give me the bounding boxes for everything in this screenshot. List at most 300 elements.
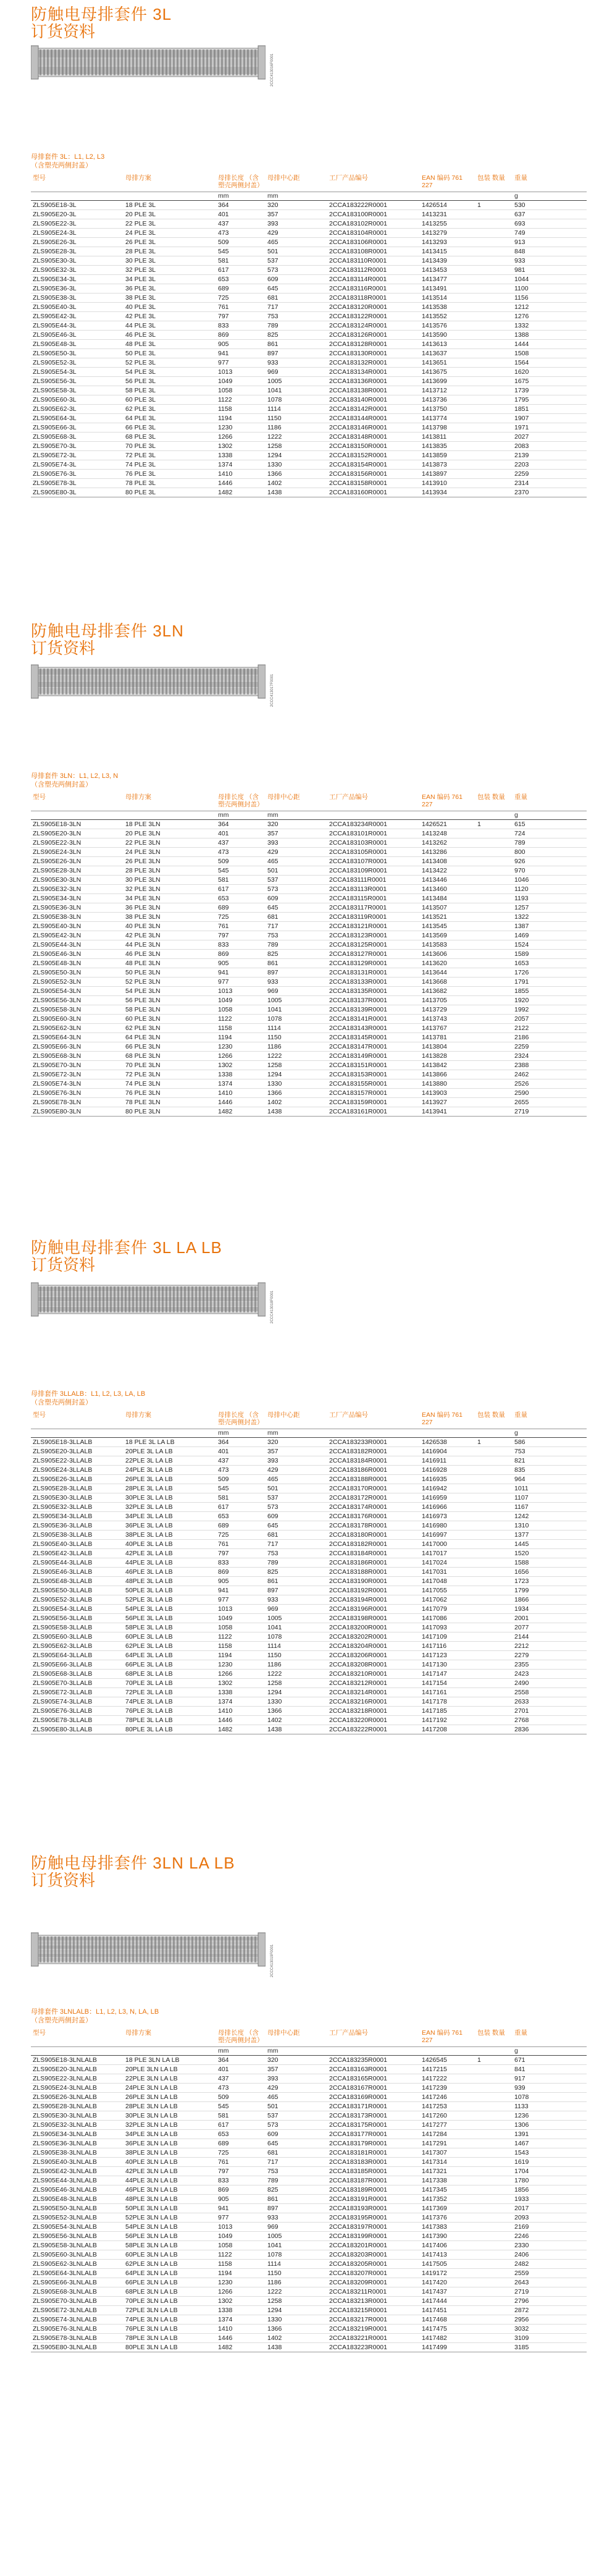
table-cell: 1049 <box>218 2232 233 2240</box>
table-cell: 1266 <box>218 1670 233 1678</box>
table-cell: 1413248 <box>422 830 447 837</box>
table-row <box>31 838 587 848</box>
table-cell <box>475 1484 513 1493</box>
table-cell: 617 <box>218 1503 229 1511</box>
table-cell: 1413521 <box>422 913 447 921</box>
table-cell: ZLS905E72-3LNLALB <box>33 2307 97 2314</box>
table-cell: 1100 <box>514 285 529 292</box>
table-cell: 1222 <box>267 433 282 441</box>
table-cell: 50 PLE 3LN <box>125 969 161 976</box>
table-cell <box>475 959 513 968</box>
table-cell: 2482 <box>514 2260 529 2268</box>
table-cell: 2CCA183195R0001 <box>329 2214 387 2221</box>
section-title: 防触电母排套件 3LN <box>31 622 184 640</box>
table-row <box>31 442 587 451</box>
table-cell <box>475 2306 513 2315</box>
table-row <box>31 1670 587 1679</box>
table-cell <box>475 1586 513 1595</box>
table-cell <box>475 433 513 442</box>
table-cell: 2CCA183107R0001 <box>329 858 387 865</box>
table-cell: 1413422 <box>422 867 447 874</box>
table-row <box>31 2111 587 2121</box>
table-cell <box>475 1623 513 1632</box>
table-cell: 905 <box>218 960 229 967</box>
column-header-center: 母排中心距 <box>267 174 300 182</box>
table-cell: ZLS905E48-3LNLALB <box>33 2195 97 2203</box>
table-cell: 2590 <box>514 1089 529 1097</box>
table-cell <box>475 460 513 470</box>
table-cell: 1005 <box>267 378 282 385</box>
table-row <box>31 959 587 968</box>
unit-empty <box>327 192 420 201</box>
table-cell: 1258 <box>267 1679 282 1687</box>
busbar-image <box>31 662 266 702</box>
table-cell: 72 PLE 3LN <box>125 1071 161 1078</box>
table-row <box>31 1024 587 1033</box>
table-cell: 2CCA183182R0001 <box>329 1540 387 1548</box>
table-row <box>31 1697 587 1707</box>
table-cell: 1417468 <box>422 2316 447 2323</box>
table-cell: ZLS905E44-3L <box>33 322 77 329</box>
table-cell: 2CCA183114R0001 <box>329 276 387 283</box>
table-cell: 753 <box>267 932 279 939</box>
table-cell: ZLS905E76-3LLALB <box>33 1707 93 1715</box>
table-cell: 52PLE 3L LA LB <box>125 1596 173 1603</box>
table-cell: 581 <box>218 257 229 264</box>
table-cell: 2CCA183111R0001 <box>329 876 387 884</box>
table-cell: 2CCA183209R0001 <box>329 2279 387 2286</box>
table-cell: 58 PLE 3LN <box>125 1006 161 1013</box>
table-cell: 573 <box>267 1503 279 1511</box>
table-cell: 1482 <box>218 489 233 496</box>
unit-empty <box>327 2047 420 2056</box>
table-cell: ZLS905E24-3LNLALB <box>33 2084 97 2092</box>
table-cell: 681 <box>267 2149 279 2156</box>
table-cell: 1377 <box>514 1531 529 1539</box>
table-cell: 1438 <box>267 1108 282 1115</box>
table-cell: 1158 <box>218 1642 232 1650</box>
table-cell: 1426545 <box>422 2056 447 2064</box>
table-cell: 2CCA183100R0001 <box>329 211 387 218</box>
table-cell: 969 <box>267 368 279 376</box>
table-cell: 1114 <box>267 1024 281 1032</box>
table-cell: 465 <box>267 1476 279 1483</box>
table-row <box>31 2195 587 2204</box>
unit-center-unit: mm <box>267 811 279 819</box>
table-cell: ZLS905E64-3LN <box>33 1034 82 1041</box>
table-cell: 1971 <box>514 424 529 431</box>
table-cell: 1588 <box>514 1559 529 1566</box>
table-cell: 1426538 <box>422 1438 447 1446</box>
table-cell: 1078 <box>267 2251 282 2258</box>
table-cell: 2CCA183109R0001 <box>329 867 387 874</box>
unit-empty <box>420 811 475 820</box>
table-cell: 753 <box>514 1448 526 1455</box>
table-cell: 44 PLE 3LN <box>125 941 161 948</box>
column-header-center: 母排中心距 <box>267 2029 300 2037</box>
table-cell: 2CCA183207R0001 <box>329 2270 387 2277</box>
table-cell: 1417079 <box>422 1605 447 1613</box>
table-cell: 1374 <box>218 1080 233 1087</box>
table-cell <box>475 1558 513 1568</box>
column-header-ean: EAN 编码 761 227 <box>422 2029 463 2044</box>
table-cell <box>475 349 513 358</box>
table-cell: 1416966 <box>422 1503 447 1511</box>
table-cell: 2CCA183163R0001 <box>329 2066 387 2073</box>
table-row <box>31 1679 587 1688</box>
table-cell: 28 PLE 3L <box>125 248 156 255</box>
table-row <box>31 284 587 293</box>
table-row <box>31 1531 587 1540</box>
table-cell: 1230 <box>218 1043 233 1050</box>
table-cell: 1417178 <box>422 1698 447 1705</box>
table-cell: 24 PLE 3L <box>125 229 156 237</box>
table-cell: 437 <box>218 2075 229 2082</box>
table-cell: ZLS905E30-3L <box>33 257 77 264</box>
table-cell: 1013 <box>218 368 233 376</box>
table-cell: 1366 <box>267 1089 282 1097</box>
table-cell: 825 <box>267 950 279 958</box>
table-row <box>31 2297 587 2306</box>
table-cell: 2796 <box>514 2297 529 2305</box>
table-cell: 964 <box>514 1476 526 1483</box>
table-cell: 2CCA183233R0001 <box>329 1438 387 1446</box>
table-cell: 44PLE 3LN LA LB <box>125 2177 178 2184</box>
table-cell: 869 <box>218 331 229 339</box>
table-cell: 1222 <box>267 1670 282 1678</box>
table-cell: 861 <box>267 340 279 348</box>
table-cell: 393 <box>267 839 279 847</box>
table-cell: ZLS905E72-3LLALB <box>33 1689 93 1696</box>
table-cell: 64PLE 3LN LA LB <box>125 2270 178 2277</box>
table-cell: 2CCA183210R0001 <box>329 1670 387 1678</box>
table-cell: ZLS905E58-3LNLALB <box>33 2242 97 2249</box>
table-cell: 38 PLE 3LN <box>125 913 161 921</box>
table-cell: 1107 <box>514 1494 529 1501</box>
unit-empty <box>31 1429 124 1438</box>
table-cell: 70 PLE 3L <box>125 442 156 450</box>
table-row <box>31 1577 587 1586</box>
table-cell: 1413507 <box>422 904 447 911</box>
table-cell: 1413866 <box>422 1071 447 1078</box>
table-cell: 2CCA183173R0001 <box>329 2112 387 2119</box>
table-cell: 941 <box>218 2205 229 2212</box>
table-cell: 1417246 <box>422 2093 447 2101</box>
table-cell: 2CCA183169R0001 <box>329 2093 387 2101</box>
table-cell: 2CCA183200R0001 <box>329 1624 387 1631</box>
table-cell: 2CCA183121R0001 <box>329 923 387 930</box>
table-caption-line1: 母排套件 3LNLALB：L1, L2, L3, N, LA, LB <box>31 2008 159 2016</box>
table-cell: 1413774 <box>422 415 447 422</box>
table-row <box>31 1595 587 1605</box>
table-cell <box>475 284 513 293</box>
table-cell: ZLS905E74-3LNLALB <box>33 2316 97 2323</box>
table-cell: 2CCA183184R0001 <box>329 1550 387 1557</box>
table-cell: ZLS905E24-3LN <box>33 848 82 856</box>
table-cell: 1446 <box>218 1099 233 1106</box>
table-cell: 861 <box>267 1577 279 1585</box>
table-cell: 2CCA183215R0001 <box>329 2307 387 2314</box>
table-cell: 40PLE 3L LA LB <box>125 1540 173 1548</box>
column-header-center: 母排中心距 <box>267 793 300 801</box>
table-cell: ZLS905E80-3LLALB <box>33 1726 93 1733</box>
table-cell <box>475 1070 513 1079</box>
table-cell <box>475 1503 513 1512</box>
table-cell: 1413934 <box>422 489 447 496</box>
table-cell <box>475 1651 513 1660</box>
table-cell: 645 <box>267 2140 279 2147</box>
table-cell: 2CCA183103R0001 <box>329 839 387 847</box>
table-cell: 1417130 <box>422 1661 447 1668</box>
table-cell: 62 PLE 3L <box>125 405 156 413</box>
table-cell: 1150 <box>267 1652 282 1659</box>
table-cell: 2CCA183205R0001 <box>329 2260 387 2268</box>
table-row <box>31 2325 587 2334</box>
table-cell <box>475 266 513 275</box>
table-cell: ZLS905E80-3L <box>33 489 77 496</box>
table-cell: 56 PLE 3LN <box>125 997 161 1004</box>
table-cell <box>475 312 513 321</box>
table-cell <box>475 368 513 377</box>
table-row <box>31 1716 587 1725</box>
table-cell <box>475 1660 513 1670</box>
table-cell: 74 PLE 3L <box>125 461 156 468</box>
table-cell: 2CCA183188R0001 <box>329 1568 387 1576</box>
table-cell: 2CCA183191R0001 <box>329 2195 387 2203</box>
table-cell: 1402 <box>267 1717 282 1724</box>
table-cell: 1417017 <box>422 1550 447 1557</box>
table-row <box>31 1005 587 1015</box>
table-cell <box>475 2260 513 2269</box>
column-header-pack: 包装 数量 <box>477 1411 505 1419</box>
table-cell: ZLS905E46-3L <box>33 331 77 339</box>
table-cell: ZLS905E76-3L <box>33 470 77 478</box>
table-cell: 689 <box>218 904 229 911</box>
table-cell: 34 PLE 3LN <box>125 895 161 902</box>
table-cell: 1005 <box>267 1615 282 1622</box>
table-row <box>31 1586 587 1595</box>
table-cell: 1619 <box>514 2158 529 2166</box>
table-cell <box>475 470 513 479</box>
table-cell: 1413781 <box>422 1034 447 1041</box>
table-cell: 1851 <box>514 405 529 413</box>
table-cell: 1417161 <box>422 1689 447 1696</box>
table-cell: ZLS905E48-3LN <box>33 960 82 967</box>
table-cell: 2330 <box>514 2242 529 2249</box>
table-cell: 725 <box>218 1531 229 1539</box>
table-cell: 653 <box>218 895 229 902</box>
table-cell: 1186 <box>267 1661 282 1668</box>
table-cell: 1366 <box>267 1707 282 1715</box>
table-row <box>31 2287 587 2297</box>
table-cell: 1114 <box>267 405 281 413</box>
image-code: 2CCC413017F0001 <box>270 674 274 707</box>
table-cell <box>475 1079 513 1089</box>
column-header-length: 母排长度 （含塑壳两侧封盖） <box>218 1411 264 1426</box>
table-cell: 1266 <box>218 2288 233 2295</box>
table-cell: 1417406 <box>422 2242 447 2249</box>
table-cell <box>475 442 513 451</box>
table-cell: 2186 <box>514 1034 529 1041</box>
table-cell: 1212 <box>514 303 529 311</box>
table-cell: 2324 <box>514 1052 529 1060</box>
table-cell: 80PLE 3LN LA LB <box>125 2344 178 2351</box>
column-header-ean: EAN 编码 761 227 <box>422 1411 463 1426</box>
table-cell: 68PLE 3L LA LB <box>125 1670 173 1678</box>
column-header-spec: 母排方案 <box>125 2029 151 2037</box>
table-cell: 26PLE 3LN LA LB <box>125 2093 178 2101</box>
table-cell: 2CCA183105R0001 <box>329 848 387 856</box>
table-cell: 545 <box>218 1485 229 1492</box>
table-cell: 1266 <box>218 1052 233 1060</box>
unit-empty <box>475 192 513 201</box>
table-cell: ZLS905E34-3L <box>33 276 77 283</box>
table-cell: 1186 <box>267 2279 282 2286</box>
table-cell: 1417482 <box>422 2334 447 2342</box>
table-cell: 2CCA183129R0001 <box>329 960 387 967</box>
table-cell: 1388 <box>514 331 529 339</box>
table-cell: ZLS905E28-3L <box>33 248 77 255</box>
table-cell: ZLS905E78-3LN <box>33 1099 82 1106</box>
table-cell: 437 <box>218 1457 229 1464</box>
table-cell: ZLS905E80-3LNLALB <box>33 2344 97 2351</box>
table-cell: ZLS905E46-3LNLALB <box>33 2186 97 2194</box>
table-cell: 2CCA183185R0001 <box>329 2168 387 2175</box>
table-cell: ZLS905E22-3LN <box>33 839 82 847</box>
table-cell: 1402 <box>267 1099 282 1106</box>
table-cell: 2CCA183144R0001 <box>329 415 387 422</box>
table-cell: 1338 <box>218 452 233 459</box>
table-cell <box>475 1061 513 1070</box>
table-cell: 48 PLE 3LN <box>125 960 161 967</box>
table-cell: 26 PLE 3L <box>125 239 156 246</box>
table-cell: 52PLE 3LN LA LB <box>125 2214 178 2221</box>
table-cell: 1438 <box>267 1726 282 1733</box>
table-cell: 1417123 <box>422 1652 447 1659</box>
table-caption-line2: （含塑壳两侧封盖） <box>31 162 92 169</box>
table-cell <box>475 303 513 312</box>
table-cell: 933 <box>514 257 526 264</box>
table-cell: 38PLE 3LN LA LB <box>125 2149 178 2156</box>
table-cell: 2355 <box>514 1661 529 1668</box>
table-cell: 401 <box>218 1448 229 1455</box>
table-cell: 609 <box>267 895 279 902</box>
table-cell: 1413750 <box>422 405 447 413</box>
table-cell: 1078 <box>514 2093 529 2101</box>
table-cell: ZLS905E68-3LLALB <box>33 1670 93 1678</box>
table-row <box>31 386 587 395</box>
table-cell: 869 <box>218 2186 229 2194</box>
table-cell: 1338 <box>218 1071 233 1078</box>
table-cell: 1410 <box>218 2325 233 2333</box>
table-cell: ZLS905E60-3L <box>33 396 77 403</box>
table-cell: 1266 <box>218 433 233 441</box>
column-header-ean: EAN 编码 761 227 <box>422 793 463 808</box>
table-cell <box>475 1540 513 1549</box>
table-cell: 800 <box>514 848 526 856</box>
table-cell: 364 <box>218 1438 229 1446</box>
section-title: 防触电母排套件 3L <box>31 5 172 23</box>
table-cell: ZLS905E78-3LLALB <box>33 1717 93 1724</box>
table-cell: 789 <box>267 1559 279 1566</box>
table-cell: 48PLE 3L LA LB <box>125 1577 173 1585</box>
table-cell: 2CCA183115R0001 <box>329 895 387 902</box>
table-row <box>31 876 587 885</box>
table-row <box>31 433 587 442</box>
table-caption-line1: 母排套件 3L：L1, L2, L3 <box>31 153 105 161</box>
table-cell: 1791 <box>514 978 529 986</box>
table-cell: 1413804 <box>422 1043 447 1050</box>
table-cell: 724 <box>514 830 526 837</box>
table-cell: 1391 <box>514 2130 529 2138</box>
table-cell: 66PLE 3L LA LB <box>125 1661 173 1668</box>
table-cell: 76 PLE 3LN <box>125 1089 161 1097</box>
table-cell: 970 <box>514 867 526 874</box>
table-cell: 1469 <box>514 932 529 939</box>
table-cell: ZLS905E62-3LNLALB <box>33 2260 97 2268</box>
table-cell: 2017 <box>514 2205 529 2212</box>
table-cell: 1413576 <box>422 322 447 329</box>
table-cell: 2CCA183214R0001 <box>329 1689 387 1696</box>
table-row <box>31 210 587 219</box>
table-cell: 1413552 <box>422 313 447 320</box>
table-cell: 2083 <box>514 442 529 450</box>
table-cell: 2CCA183117R0001 <box>329 904 387 911</box>
table-cell: 2CCA183150R0001 <box>329 442 387 450</box>
table-cell: 1387 <box>514 923 529 930</box>
table-cell: ZLS905E22-3LNLALB <box>33 2075 97 2082</box>
table-cell: 2526 <box>514 1080 529 1087</box>
table-cell: 617 <box>218 2121 229 2129</box>
table-cell: 1413705 <box>422 997 447 1004</box>
table-cell: 825 <box>267 2186 279 2194</box>
table-cell: 1413903 <box>422 1089 447 1097</box>
unit-empty <box>327 1429 420 1438</box>
table-cell: 437 <box>218 220 229 227</box>
table-cell <box>475 2241 513 2250</box>
table-row <box>31 857 587 866</box>
table-cell: 1413460 <box>422 885 447 893</box>
table-cell: 2203 <box>514 461 529 468</box>
table-cell: 1413262 <box>422 839 447 847</box>
table-cell: 30PLE 3L LA LB <box>125 1494 173 1501</box>
table-cell: 1482 <box>218 2344 233 2351</box>
table-cell: 1150 <box>267 415 282 422</box>
table-cell <box>475 857 513 866</box>
table-cell: 1150 <box>267 2270 282 2277</box>
table-cell: ZLS905E54-3LNLALB <box>33 2223 97 2231</box>
table-cell: 609 <box>267 276 279 283</box>
column-header-pack: 包装 数量 <box>477 793 505 801</box>
table-cell: 2CCA183219R0001 <box>329 2325 387 2333</box>
column-header-pack: 包装 数量 <box>477 2029 505 2037</box>
unit-empty <box>31 192 124 201</box>
table-cell: 1780 <box>514 2177 529 2184</box>
table-cell: 74PLE 3LN LA LB <box>125 2316 178 2323</box>
table-cell: 1413538 <box>422 303 447 311</box>
table-cell: 1114 <box>267 1642 281 1650</box>
table-cell: 717 <box>267 923 279 930</box>
table-cell <box>475 2176 513 2185</box>
table-cell <box>475 414 513 423</box>
table-cell: 2CCA183101R0001 <box>329 830 387 837</box>
table-cell: 2462 <box>514 1071 529 1078</box>
table-cell: ZLS905E18-3LN <box>33 821 82 828</box>
table-cell <box>475 2278 513 2287</box>
table-cell <box>475 488 513 497</box>
table-cell: 1417314 <box>422 2158 447 2166</box>
table-cell: 2CCA183184R0001 <box>329 1457 387 1464</box>
